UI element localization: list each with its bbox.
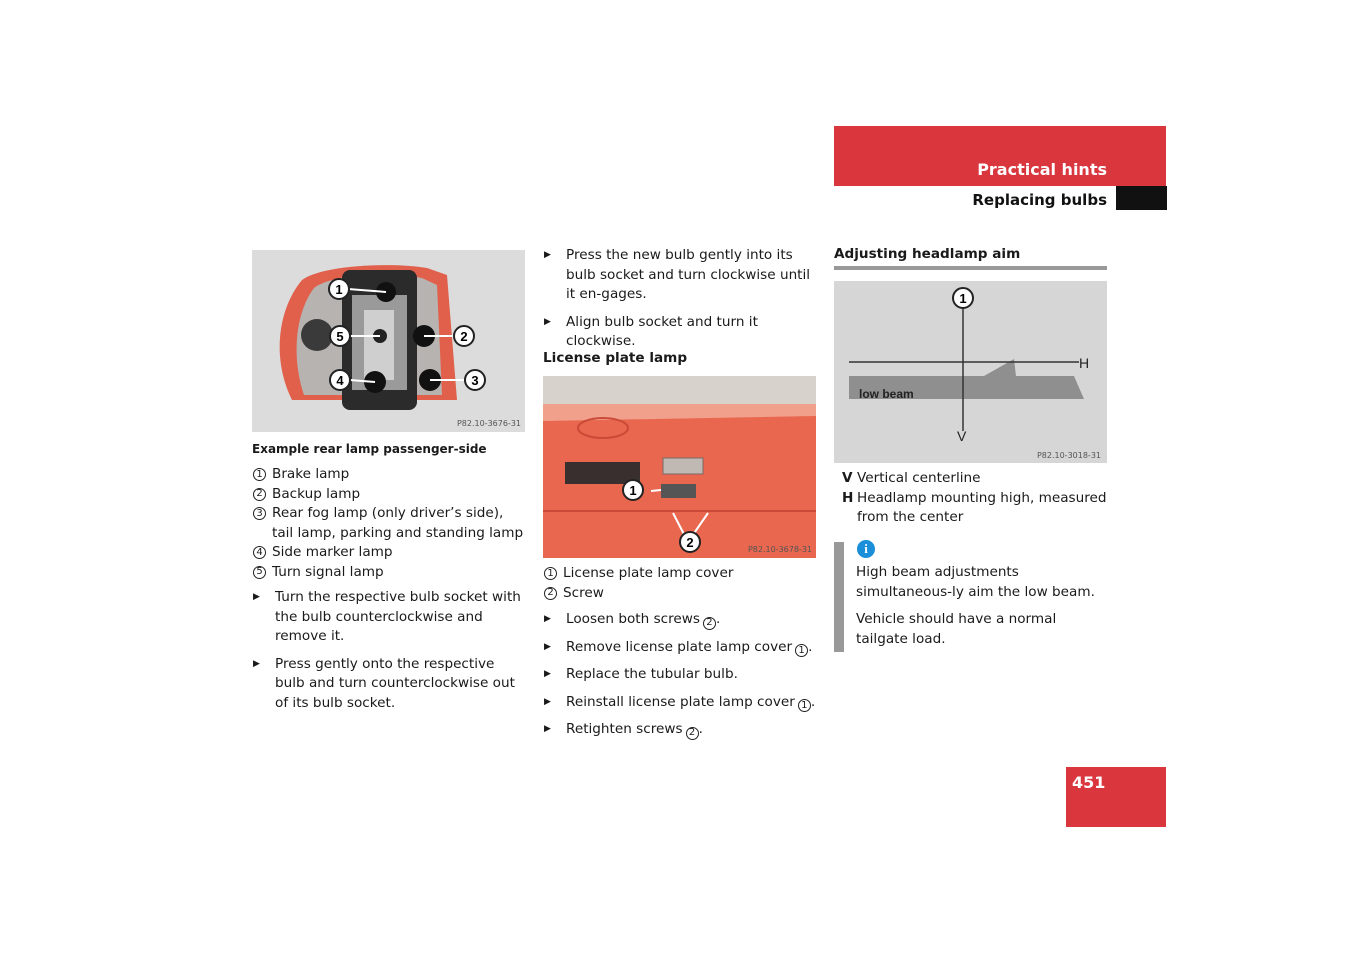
step-text: Press the new bulb gently into its bulb socket and turn clockwise until it en-gages. [566, 247, 811, 302]
legend-text: Side marker lamp [272, 544, 393, 560]
legend-item [253, 465, 525, 485]
step-text: Retighten screws [566, 721, 683, 737]
arrow-icon: ▶ [253, 592, 260, 602]
legend-number: 5 [253, 566, 266, 579]
marker-3 [465, 370, 485, 390]
marker-1 [623, 480, 643, 500]
step-text: Align bulb socket and turn it clockwise. [566, 313, 758, 349]
info-icon [857, 540, 875, 558]
legend-item [834, 489, 1107, 528]
section-title: Practical hints [977, 160, 1107, 179]
rear-lamp-legend [253, 465, 525, 582]
rear-lamp-image [252, 250, 525, 432]
marker-1-text: 1 [335, 282, 343, 297]
marker-1 [953, 288, 973, 308]
license-plate-image [543, 376, 816, 558]
marker-4-text: 4 [336, 373, 344, 388]
headlamp-aim-illustration [834, 281, 1107, 463]
legend-item [544, 564, 816, 584]
legend-item [253, 504, 525, 543]
marker-1 [329, 279, 349, 299]
marker-4 [330, 370, 350, 390]
instruction-step [543, 313, 818, 352]
step-reference-number: 1 [795, 644, 808, 657]
legend-number: 3 [253, 507, 266, 520]
license-plate-legend [544, 564, 816, 603]
marker-2-text: 2 [686, 535, 694, 550]
legend-item [544, 584, 816, 604]
license-plate-image-code: P82.10-3678-31 [747, 545, 812, 554]
legend-number: 2 [544, 587, 557, 600]
rear-lamp-illustration [252, 250, 525, 432]
rear-lamp-image-code: P82.10-3676-31 [456, 419, 521, 428]
step-text: Replace the tubular bulb. [566, 666, 738, 682]
heading-rule [834, 266, 1107, 270]
arrow-icon: ▶ [544, 669, 551, 679]
h-label: H [1079, 355, 1090, 371]
step-text: Remove license plate lamp cover [566, 638, 793, 655]
marker-1-text: 1 [629, 483, 637, 498]
header-black-tab [1116, 186, 1167, 210]
step-reference-number: 2 [703, 617, 716, 630]
info-box [834, 542, 1107, 652]
arrow-icon: ▶ [544, 614, 551, 624]
legend-text: License plate lamp cover [563, 565, 734, 581]
marker-1-text: 1 [959, 291, 967, 306]
legend-key: H [842, 489, 854, 506]
license-plate-steps [543, 610, 823, 740]
info-bar [834, 542, 844, 652]
low-beam-label: low beam [859, 387, 914, 401]
license-plate-heading: License plate lamp [543, 350, 688, 366]
instruction-step: ▶ Loosen both screws 2 . [544, 611, 721, 628]
marker-2-text: 2 [460, 329, 468, 344]
instruction-step [252, 588, 525, 647]
bulb-steps-top [543, 246, 818, 352]
legend-item [253, 543, 525, 563]
step-text: Turn the respective bulb socket with the bulb counterclockwise and remove it. [275, 589, 521, 644]
v-label: V [957, 428, 967, 444]
arrow-icon: ▶ [544, 696, 551, 707]
info-paragraph: High beam adjustments simultaneous-ly aim the low beam. [856, 564, 1095, 600]
step-text: Reinstall license plate lamp cover [566, 693, 795, 710]
legend-text: Turn signal lamp [272, 563, 384, 580]
headlamp-legend [834, 469, 1107, 528]
legend-item [834, 469, 1107, 489]
step-reference-number: 1 [798, 699, 811, 712]
arrow-icon: ▶ [544, 250, 551, 260]
legend-text: Backup lamp [272, 485, 361, 502]
step-reference-number: 2 [686, 727, 699, 740]
instruction-step [252, 655, 525, 714]
legend-item [253, 485, 525, 505]
arrow-icon: ▶ [544, 641, 551, 652]
legend-text: Brake lamp [272, 466, 350, 482]
info-paragraph: Vehicle should have a normal tailgate load. [856, 611, 1057, 647]
legend-number: 1 [253, 468, 266, 481]
legend-number: 1 [544, 567, 557, 580]
page-number-box [1066, 767, 1166, 827]
rear-lamp-caption: Example rear lamp passenger-side [252, 442, 487, 456]
marker-3-text: 3 [471, 373, 479, 388]
instruction-step: ▶ Remove license plate lamp cover 1 . [544, 638, 813, 656]
arrow-icon: ▶ [544, 316, 551, 327]
legend-text: Headlamp mounting high, measured from the center [857, 489, 1107, 525]
legend-text: Vertical centerline [857, 470, 981, 486]
legend-text: Rear fog lamp (only driver’s side), tail lamp, parking and standing lamp [272, 505, 524, 541]
marker-2 [680, 532, 700, 552]
marker-2 [454, 326, 474, 346]
subsection-title: Replacing bulbs [972, 191, 1107, 209]
marker-5-text: 5 [336, 329, 344, 344]
legend-number: 4 [253, 546, 266, 559]
headlamp-aim-heading: Adjusting headlamp aim [834, 246, 1021, 262]
instruction-step [543, 665, 823, 685]
arrow-icon: ▶ [253, 658, 260, 669]
legend-text: Screw [563, 584, 604, 601]
headlamp-aim-diagram [834, 281, 1107, 463]
arrow-icon: ▶ [544, 724, 551, 734]
instruction-step: ▶ Retighten screws 2 . [544, 721, 703, 738]
info-icon-letter: i [864, 541, 868, 556]
legend-number: 2 [253, 488, 266, 501]
step-text: Press gently onto the respective bulb and turn counterclockwise out of its bulb socket. [275, 655, 515, 711]
legend-item [253, 563, 525, 583]
license-plate-illustration [543, 376, 816, 558]
headlamp-diagram-code: P82.10-3018-31 [1036, 451, 1101, 460]
legend-key: V [842, 470, 853, 486]
step-text: Loosen both screws [566, 611, 700, 627]
marker-5 [330, 326, 350, 346]
rear-lamp-steps [252, 588, 525, 713]
instruction-step [543, 246, 818, 305]
instruction-step: ▶ Reinstall license plate lamp cover 1 . [544, 693, 816, 711]
page-number: 451 [1072, 773, 1106, 792]
